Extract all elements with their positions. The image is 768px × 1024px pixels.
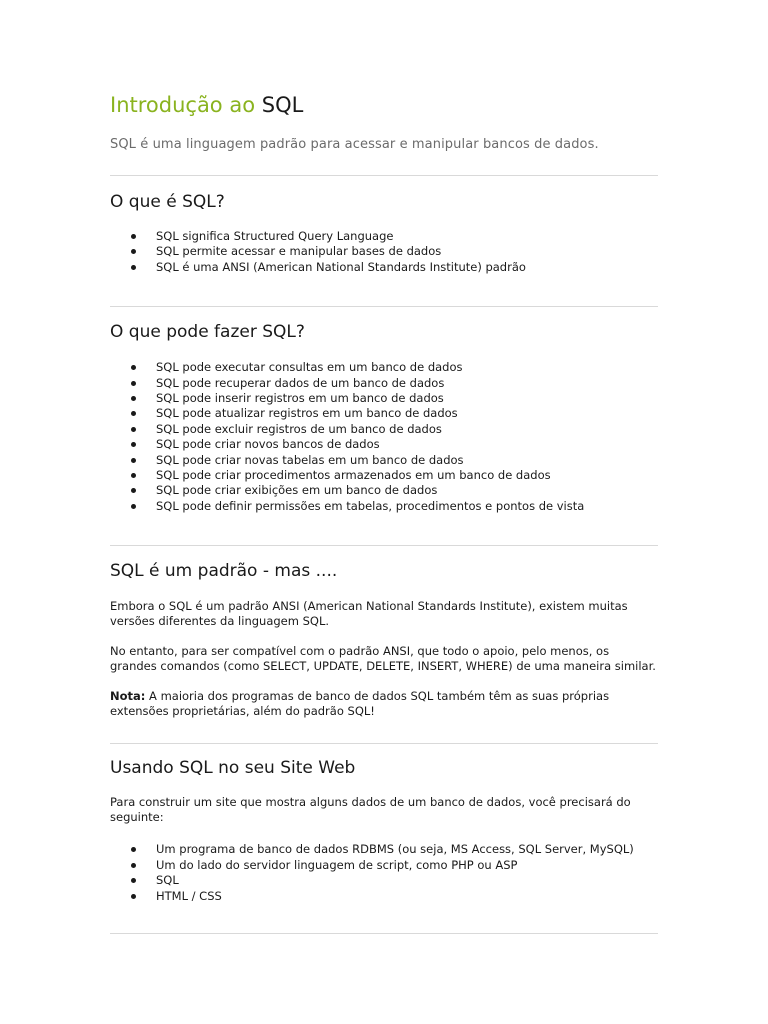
list-item [110, 376, 658, 391]
list-item [110, 244, 658, 259]
list-item-text: SQL é uma ANSI (American National Standards Institute) padrão [156, 259, 526, 274]
bullet-icon [131, 411, 136, 416]
list-item-text: SQL [156, 873, 179, 888]
list-item [110, 422, 658, 437]
list-item-text: SQL permite acessar e manipular bases de dados [156, 244, 442, 259]
website-requirements-list [110, 842, 658, 904]
list-item-text: Um programa de banco de dados RDBMS (ou seja, MS Access, SQL Server, MySQL) [156, 842, 634, 857]
list-item [110, 483, 658, 498]
list-item [110, 260, 658, 275]
list-item [110, 468, 658, 483]
list-item [110, 229, 658, 244]
list-item [110, 842, 658, 857]
section-heading-using-sql-website: Usando SQL no seu Site Web [110, 757, 356, 778]
bullet-icon [131, 504, 136, 509]
bullet-icon [131, 427, 136, 432]
list-item-text: SQL pode atualizar registros em um banco de dados [156, 406, 458, 421]
bullet-icon [131, 863, 136, 868]
section-divider [110, 306, 658, 307]
what-can-sql-do-list [110, 360, 658, 514]
list-item [110, 499, 658, 514]
bullet-icon [131, 442, 136, 447]
section-divider [110, 933, 658, 934]
section-divider [110, 175, 658, 176]
bullet-icon [131, 894, 136, 899]
bullet-icon [131, 847, 136, 852]
list-item-text: HTML / CSS [156, 888, 222, 903]
paragraph-ansi-compatibility: No entanto, para ser compatível com o padrão ANSI, que todo o apoio, pelo menos, os grandes comandos (como SELECT, UPDATE, DELETE, INSERT, WHERE) de uma maneira similar. [110, 643, 656, 674]
list-item-text: SQL pode inserir registros em um banco de dados [156, 390, 444, 405]
bullet-icon [131, 381, 136, 386]
list-item-text: SQL pode criar novas tabelas em um banco de dados [156, 452, 464, 467]
bullet-icon [131, 458, 136, 463]
section-heading-what-is-sql: O que é SQL? [110, 192, 225, 212]
section-heading-sql-standard: SQL é um padrão - mas .... [110, 561, 338, 582]
section-divider [110, 743, 658, 744]
bullet-icon [131, 488, 136, 493]
section-heading-what-can-sql-do: O que pode fazer SQL? [110, 322, 305, 343]
intro-text: SQL é uma linguagem padrão para acessar e manipular bancos de dados. [110, 137, 599, 152]
bullet-icon [131, 234, 136, 239]
list-item [110, 406, 658, 421]
list-item [110, 873, 658, 888]
list-item-text: SQL pode criar exibições em um banco de dados [156, 483, 438, 498]
list-item-text: Um do lado do servidor linguagem de script, como PHP ou ASP [156, 857, 518, 872]
list-item-text: SQL pode executar consultas em um banco de dados [156, 360, 463, 375]
section-divider [110, 545, 658, 546]
bullet-icon [131, 473, 136, 478]
list-item-text: SQL pode excluir registros de um banco de dados [156, 421, 442, 436]
list-item-text: SQL significa Structured Query Language [156, 229, 394, 243]
list-item-text: SQL pode recuperar dados de um banco de dados [156, 375, 445, 390]
bullet-icon [131, 396, 136, 401]
page-title-accent: Introdução ao [110, 93, 256, 117]
document-page [110, 88, 658, 934]
list-item-text: SQL pode definir permissões em tabelas, procedimentos e pontos de vista [156, 498, 585, 513]
page-title-sql: SQL [261, 93, 304, 117]
paragraph-note [110, 689, 658, 720]
list-item-text: SQL pode criar novos bancos de dados [156, 437, 380, 452]
list-item-text: SQL pode criar procedimentos armazenados em um banco de dados [156, 467, 551, 482]
note-label: Nota: [110, 688, 146, 703]
paragraph-ansi-versions: Embora o SQL é um padrão ANSI (American National Standards Institute), existem muitas versões diferentes da linguagem SQL. [110, 599, 628, 629]
list-item [110, 453, 658, 468]
page-title [110, 88, 658, 122]
note-text: A maioria dos programas de banco de dados SQL também têm as suas próprias extensões proprietárias, além do padrão SQL! [110, 688, 610, 719]
list-item [110, 391, 658, 406]
bullet-icon [131, 249, 136, 254]
bullet-icon [131, 878, 136, 883]
list-item [110, 360, 658, 375]
bullet-icon [131, 265, 136, 270]
list-item [110, 858, 658, 873]
bullet-icon [131, 365, 136, 370]
list-item [110, 437, 658, 452]
list-item [110, 889, 658, 904]
paragraph-build-site: Para construir um site que mostra alguns dados de um banco de dados, você precisará do seguinte: [110, 794, 631, 824]
what-is-sql-list [110, 229, 658, 275]
